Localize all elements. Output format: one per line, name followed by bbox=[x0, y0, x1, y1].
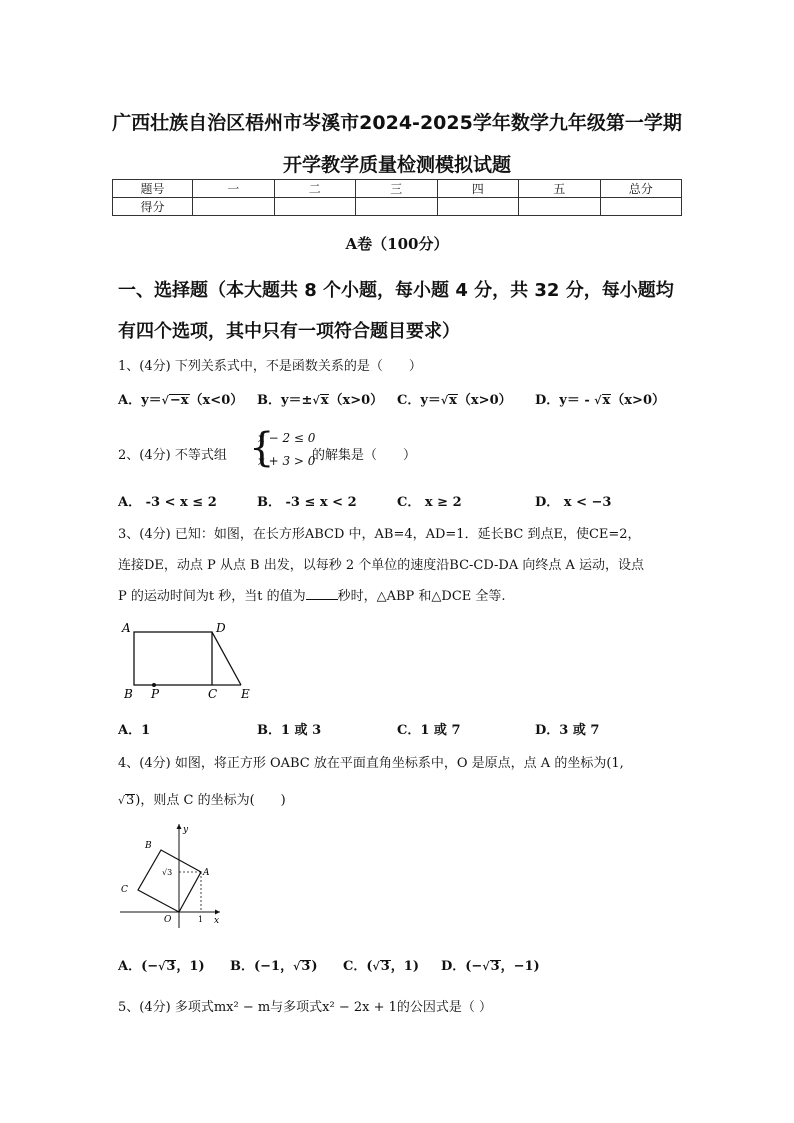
score-header-cell: 三 bbox=[356, 180, 438, 198]
label-c: C bbox=[121, 885, 128, 895]
label-p: P bbox=[151, 687, 160, 701]
q3-option-a: A．1 bbox=[118, 723, 151, 738]
q1-option-d bbox=[535, 389, 665, 408]
radical-sign: √ bbox=[312, 394, 320, 407]
radicand: x bbox=[320, 393, 329, 408]
radicand: x bbox=[602, 393, 611, 408]
label-a: A bbox=[203, 868, 210, 878]
q3-line-3-pre: P 的运动时间为t 秒，当t 的值为 bbox=[118, 589, 306, 604]
q2-inequality-1: x − 2 ≤ 0 bbox=[258, 431, 316, 445]
y-axis-arrow-icon bbox=[177, 824, 182, 829]
radical-sign: √ bbox=[158, 960, 166, 973]
q1-option-c bbox=[397, 389, 512, 408]
score-cell[interactable] bbox=[437, 198, 519, 216]
option-expr: y＝ bbox=[141, 393, 162, 408]
score-table bbox=[112, 179, 682, 216]
score-cell[interactable] bbox=[600, 198, 682, 216]
label-d: D bbox=[216, 621, 226, 635]
option-pre: A．(− bbox=[118, 959, 159, 974]
label-e: E bbox=[241, 687, 250, 701]
score-row-label: 得分 bbox=[113, 198, 193, 216]
label-b: B bbox=[145, 841, 152, 851]
radicand: 3 bbox=[126, 793, 135, 808]
q4-line-2-post: )，则点 C 的坐标为( ) bbox=[135, 793, 286, 808]
radical-sign: √ bbox=[118, 794, 126, 807]
score-header-cell: 五 bbox=[519, 180, 601, 198]
option-post: ，1) bbox=[390, 959, 419, 974]
segment-de bbox=[212, 632, 241, 685]
label-o: O bbox=[164, 915, 172, 925]
score-header-cell: 四 bbox=[437, 180, 519, 198]
q2-option-a: A． -3 < x ≤ 2 bbox=[118, 495, 217, 510]
q1-stem: 1、(4分) 下列关系式中，不是函数关系的是（ ） bbox=[118, 359, 422, 374]
q2-option-d: D． x < −3 bbox=[535, 495, 612, 510]
option-label: A． bbox=[118, 393, 142, 408]
option-label: D． bbox=[535, 393, 560, 408]
option-post: ，1) bbox=[176, 959, 205, 974]
option-condition: （x>0） bbox=[611, 393, 665, 408]
radical-sign: √ bbox=[594, 394, 602, 407]
q2-stem-post: 的解集是（ ） bbox=[312, 448, 417, 463]
q2-inequality-2: x + 3 > 0 bbox=[258, 454, 316, 468]
option-condition: （x>0） bbox=[457, 393, 512, 408]
radicand: 3 bbox=[490, 959, 500, 974]
score-cell[interactable] bbox=[356, 198, 438, 216]
score-cell[interactable] bbox=[274, 198, 356, 216]
option-pre: C．( bbox=[343, 959, 373, 974]
q5-stem: 5、(4分) 多项式mx² − m与多项式x² − 2x + 1的公因式是（ ） bbox=[118, 1000, 493, 1015]
score-header-cell: 二 bbox=[274, 180, 356, 198]
radicand: 3 bbox=[380, 959, 390, 974]
radicand: 3 bbox=[301, 959, 311, 974]
title-line-1: 广西壮族自治区梧州市岑溪市2024-2025学年数学九年级第一学期 bbox=[112, 112, 682, 134]
option-pre: D．(− bbox=[441, 959, 483, 974]
label-c: C bbox=[208, 687, 218, 701]
radical-sign: √ bbox=[293, 960, 301, 973]
q3-figure bbox=[118, 618, 263, 703]
q3-line-2: 连接DE，动点 P 从点 B 出发，以每秒 2 个单位的速度沿BC-CD-DA 向终点 A 运动，设点 bbox=[118, 558, 645, 573]
title-line-2: 开学教学质量检测模拟试题 bbox=[282, 154, 511, 176]
score-header-cell: 一 bbox=[193, 180, 275, 198]
option-expr: y＝ bbox=[420, 393, 441, 408]
q4-line-2 bbox=[118, 789, 286, 808]
q4-option-a bbox=[118, 955, 205, 974]
label-x: x bbox=[214, 916, 220, 926]
score-table-score-row bbox=[113, 198, 682, 216]
radical-sign: √ bbox=[372, 960, 380, 973]
q4-option-d bbox=[441, 955, 540, 974]
q3-line-3-post: 秒时，△ABP 和△DCE 全等. bbox=[337, 589, 506, 604]
q4-option-b bbox=[230, 955, 318, 974]
section-a-heading: A卷（100分） bbox=[345, 235, 449, 253]
q4-option-c bbox=[343, 955, 419, 974]
option-post: ) bbox=[311, 959, 318, 974]
option-post: ，−1) bbox=[500, 959, 540, 974]
part1-heading-line-1: 一、选择题（本大题共 8 个小题，每小题 4 分，共 32 分，每小题均 bbox=[118, 280, 674, 301]
option-label: B． bbox=[257, 393, 281, 408]
q4-line-1: 4、(4分) 如图，将正方形 OABC 放在平面直角坐标系中，O 是原点，点 A 的坐标为(1, bbox=[118, 756, 624, 771]
q2-stem-pre: 2、(4分) 不等式组 bbox=[118, 448, 227, 463]
option-condition: （x>0） bbox=[329, 393, 384, 408]
q1-option-a bbox=[118, 389, 243, 408]
label-b: B bbox=[124, 687, 133, 701]
score-header-cell: 题号 bbox=[113, 180, 193, 198]
label-y: y bbox=[183, 825, 189, 835]
label-sqrt3: √3 bbox=[162, 868, 173, 877]
score-cell[interactable] bbox=[193, 198, 275, 216]
radical-sign: √ bbox=[161, 394, 169, 407]
answer-blank[interactable] bbox=[306, 599, 338, 600]
q1-option-b bbox=[257, 389, 383, 408]
q2-option-b: B． -3 ≤ x < 2 bbox=[257, 495, 357, 510]
option-expr: y＝ - bbox=[559, 393, 595, 408]
option-label: C． bbox=[397, 393, 421, 408]
radicand: x bbox=[449, 393, 457, 408]
system-brace: { bbox=[249, 425, 275, 471]
rectangle-abcd bbox=[134, 632, 212, 685]
square-oabc bbox=[138, 850, 201, 912]
radical-sign: √ bbox=[482, 960, 490, 973]
q2-option-c: C． x ≥ 2 bbox=[397, 495, 462, 510]
radicand: −x bbox=[169, 393, 189, 408]
label-a: A bbox=[122, 621, 131, 635]
option-expr: y＝± bbox=[281, 393, 313, 408]
q4-figure bbox=[116, 820, 226, 930]
score-header-cell: 总分 bbox=[600, 180, 682, 198]
option-pre: B．(−1， bbox=[230, 959, 294, 974]
x-axis-arrow-icon bbox=[215, 910, 220, 915]
q3-option-b: B．1 或 3 bbox=[257, 723, 322, 738]
part1-heading-line-2: 有四个选项，其中只有一项符合题目要求） bbox=[118, 321, 460, 342]
q3-option-c: C．1 或 7 bbox=[397, 723, 461, 738]
radicand: 3 bbox=[166, 959, 176, 974]
score-cell[interactable] bbox=[519, 198, 601, 216]
score-table-header-row bbox=[113, 180, 682, 198]
radical-sign: √ bbox=[440, 394, 449, 407]
label-one: 1 bbox=[198, 915, 204, 924]
option-condition: （x<0） bbox=[189, 393, 244, 408]
q3-option-d: D．3 或 7 bbox=[535, 723, 600, 738]
q3-line-1: 3、(4分) 已知：如图，在长方形ABCD 中，AB=4，AD=1．延长BC 到点E，使CE=2， bbox=[118, 527, 641, 542]
q3-line-3 bbox=[118, 585, 506, 604]
